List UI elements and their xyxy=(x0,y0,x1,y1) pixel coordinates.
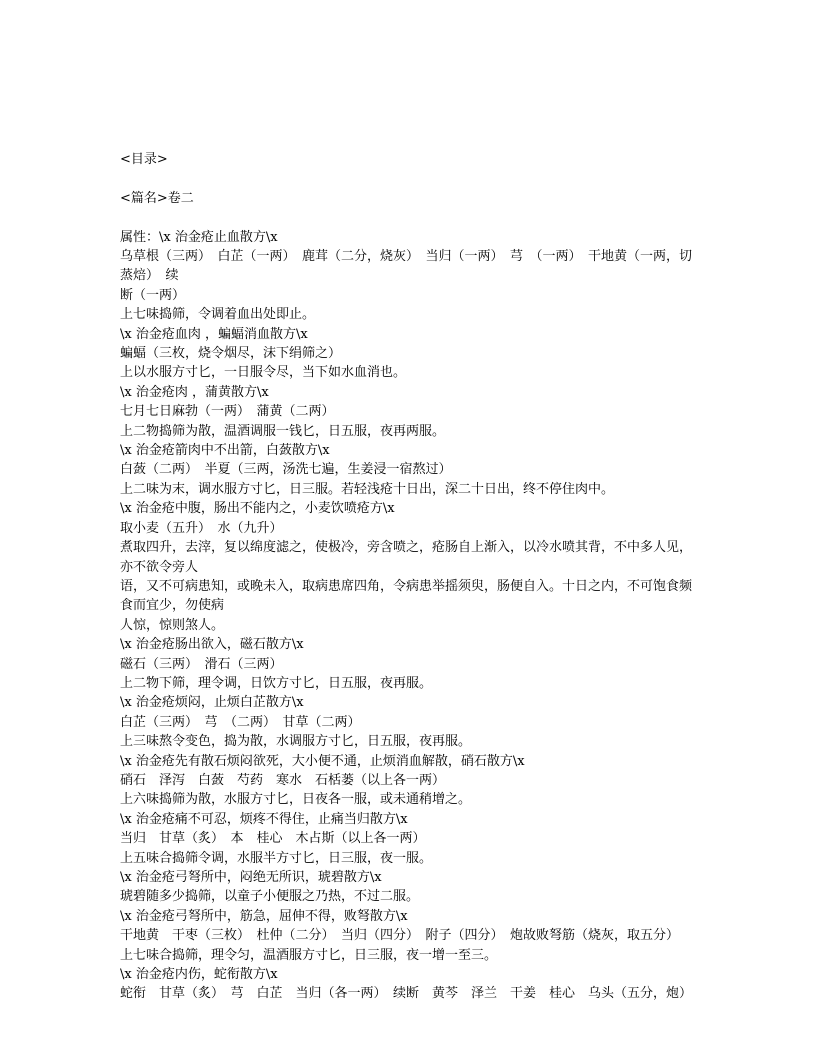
text-line: \x 治金疮中腹，肠出不能内之，小麦饮喷疮方\x xyxy=(120,501,395,517)
text-line: 硝石 泽泻 白蔹 芍药 寒水 石栝蒌（以上各一两） xyxy=(120,772,446,788)
text-line: 上二物捣筛为散，温酒调服一钱匕，日五服，夜再两服。 xyxy=(120,423,446,439)
text-line: 乌草根（三两） 白芷（一两） 鹿茸（二分，烧灰） 当归（一两） 芎 （一两） 干地黄（一两，切蒸焙） 续 xyxy=(120,249,693,284)
text-line: 蝙蝠（三枚，烧令烟尽，沫下绢筛之） xyxy=(120,346,342,362)
text-line: 上二物下筛，理令调，日饮方寸匕，日五服，夜再服。 xyxy=(120,675,433,691)
text-line: 七月七日麻勃（一两） 蒲黄（二两） xyxy=(120,404,335,420)
text-line: 上二味为末，调水服方寸匕，日三服。若轻浅疮十日出，深二十日出，终不停住肉中。 xyxy=(120,481,615,497)
text-line: \x 治金疮弓弩所中，筋急，屈伸不得，败弩散方\x xyxy=(120,908,408,924)
text-lines xyxy=(120,228,700,1004)
text-line: 上三味熬令变色，捣为散，水调服方寸匕，日五服，夜再服。 xyxy=(120,734,472,750)
text-line: 取小麦（五升） 水（九升） xyxy=(120,520,283,536)
text-line: 磁石（三两） 滑石（三两） xyxy=(120,656,283,672)
text-line: 上七味合捣筛，理令匀，温酒服方寸匕，日三服，夜一增一至三。 xyxy=(120,947,498,963)
text-line: 人惊，惊则煞人。 xyxy=(120,617,225,633)
text-line: 白芷（三两） 芎 （二两） 甘草（二两） xyxy=(120,714,361,730)
text-line: 白蔹（二两） 半夏（三两，汤洗七遍，生姜浸一宿熬过） xyxy=(120,462,452,478)
text-line: 蛇衔 甘草（炙） 芎 白芷 当归（各一两） 续断 黄芩 泽兰 干姜 桂心 乌头（五分，炮） xyxy=(120,986,693,1002)
text-line: \x 治金疮肠出欲入，磁石散方\x xyxy=(120,637,304,653)
text-line: 上七味捣筛，令调着血出处即止。 xyxy=(120,307,316,323)
text-line: 琥碧随多少捣筛，以童子小便服之乃热，不过二服。 xyxy=(120,889,420,905)
spacer xyxy=(120,169,700,188)
text-line: 属性：\x 治金疮止血散方\x xyxy=(120,229,278,245)
text-line: 断（一两） xyxy=(120,287,186,303)
text-line: 上六味捣筛为散，水服方寸匕，日夜各一服，或未通稍增之。 xyxy=(120,792,472,808)
text-line: \x 治金疮血肉 ，蝙蝠消血散方\x xyxy=(120,326,308,342)
text-line: \x 治金疮烦闷，止烦白芷散方\x xyxy=(120,695,304,711)
text-line: \x 治金疮肉 ，蒲黄散方\x xyxy=(120,384,269,400)
text-line: 煮取四升，去滓，复以绵度滤之，使极冷，旁含喷之，疮肠自上渐入，以冷水喷其背，不中多人见，亦不欲令旁人 xyxy=(120,540,693,575)
text-line: 干地黄 干枣（三枚） 杜仲（二分） 当归（四分） 附子（四分） 炮故败弩筋（烧灰，取五分） xyxy=(120,928,680,944)
document-body xyxy=(120,150,700,1004)
text-line: \x 治金疮先有散石烦闷欲死，大小便不通，止烦消血解散，硝石散方\x xyxy=(120,753,525,769)
spacer xyxy=(120,208,700,227)
text-line: 当归 甘草（炙） 本 桂心 木占斯（以上各一两） xyxy=(120,831,426,847)
text-line: 上五味合捣筛令调，水服半方寸匕，日三服，夜一服。 xyxy=(120,850,433,866)
toc-label: <目录> xyxy=(120,152,168,167)
chapter-label: <篇名>卷二 xyxy=(120,190,194,206)
text-line: \x 治金疮痛不可忍，烦疼不得住，止痛当归散方\x xyxy=(120,811,408,827)
text-line: \x 治金疮箭肉中不出箭，白蔹散方\x xyxy=(120,443,330,459)
text-line: 语，又不可病患知，或晚未入，取病患席四角，令病患举摇须臾，肠便自入。十日之内，不可饱食频食而宜少，勿使病 xyxy=(120,578,693,614)
text-line: \x 治金疮弓弩所中，闷绝无所识，琥碧散方\x xyxy=(120,870,382,885)
text-line: 上以水服方寸匕，一日服令尽，当下如水血消也。 xyxy=(120,365,407,381)
text-line: \x 治金疮内伤，蛇衔散方\x xyxy=(120,967,278,983)
